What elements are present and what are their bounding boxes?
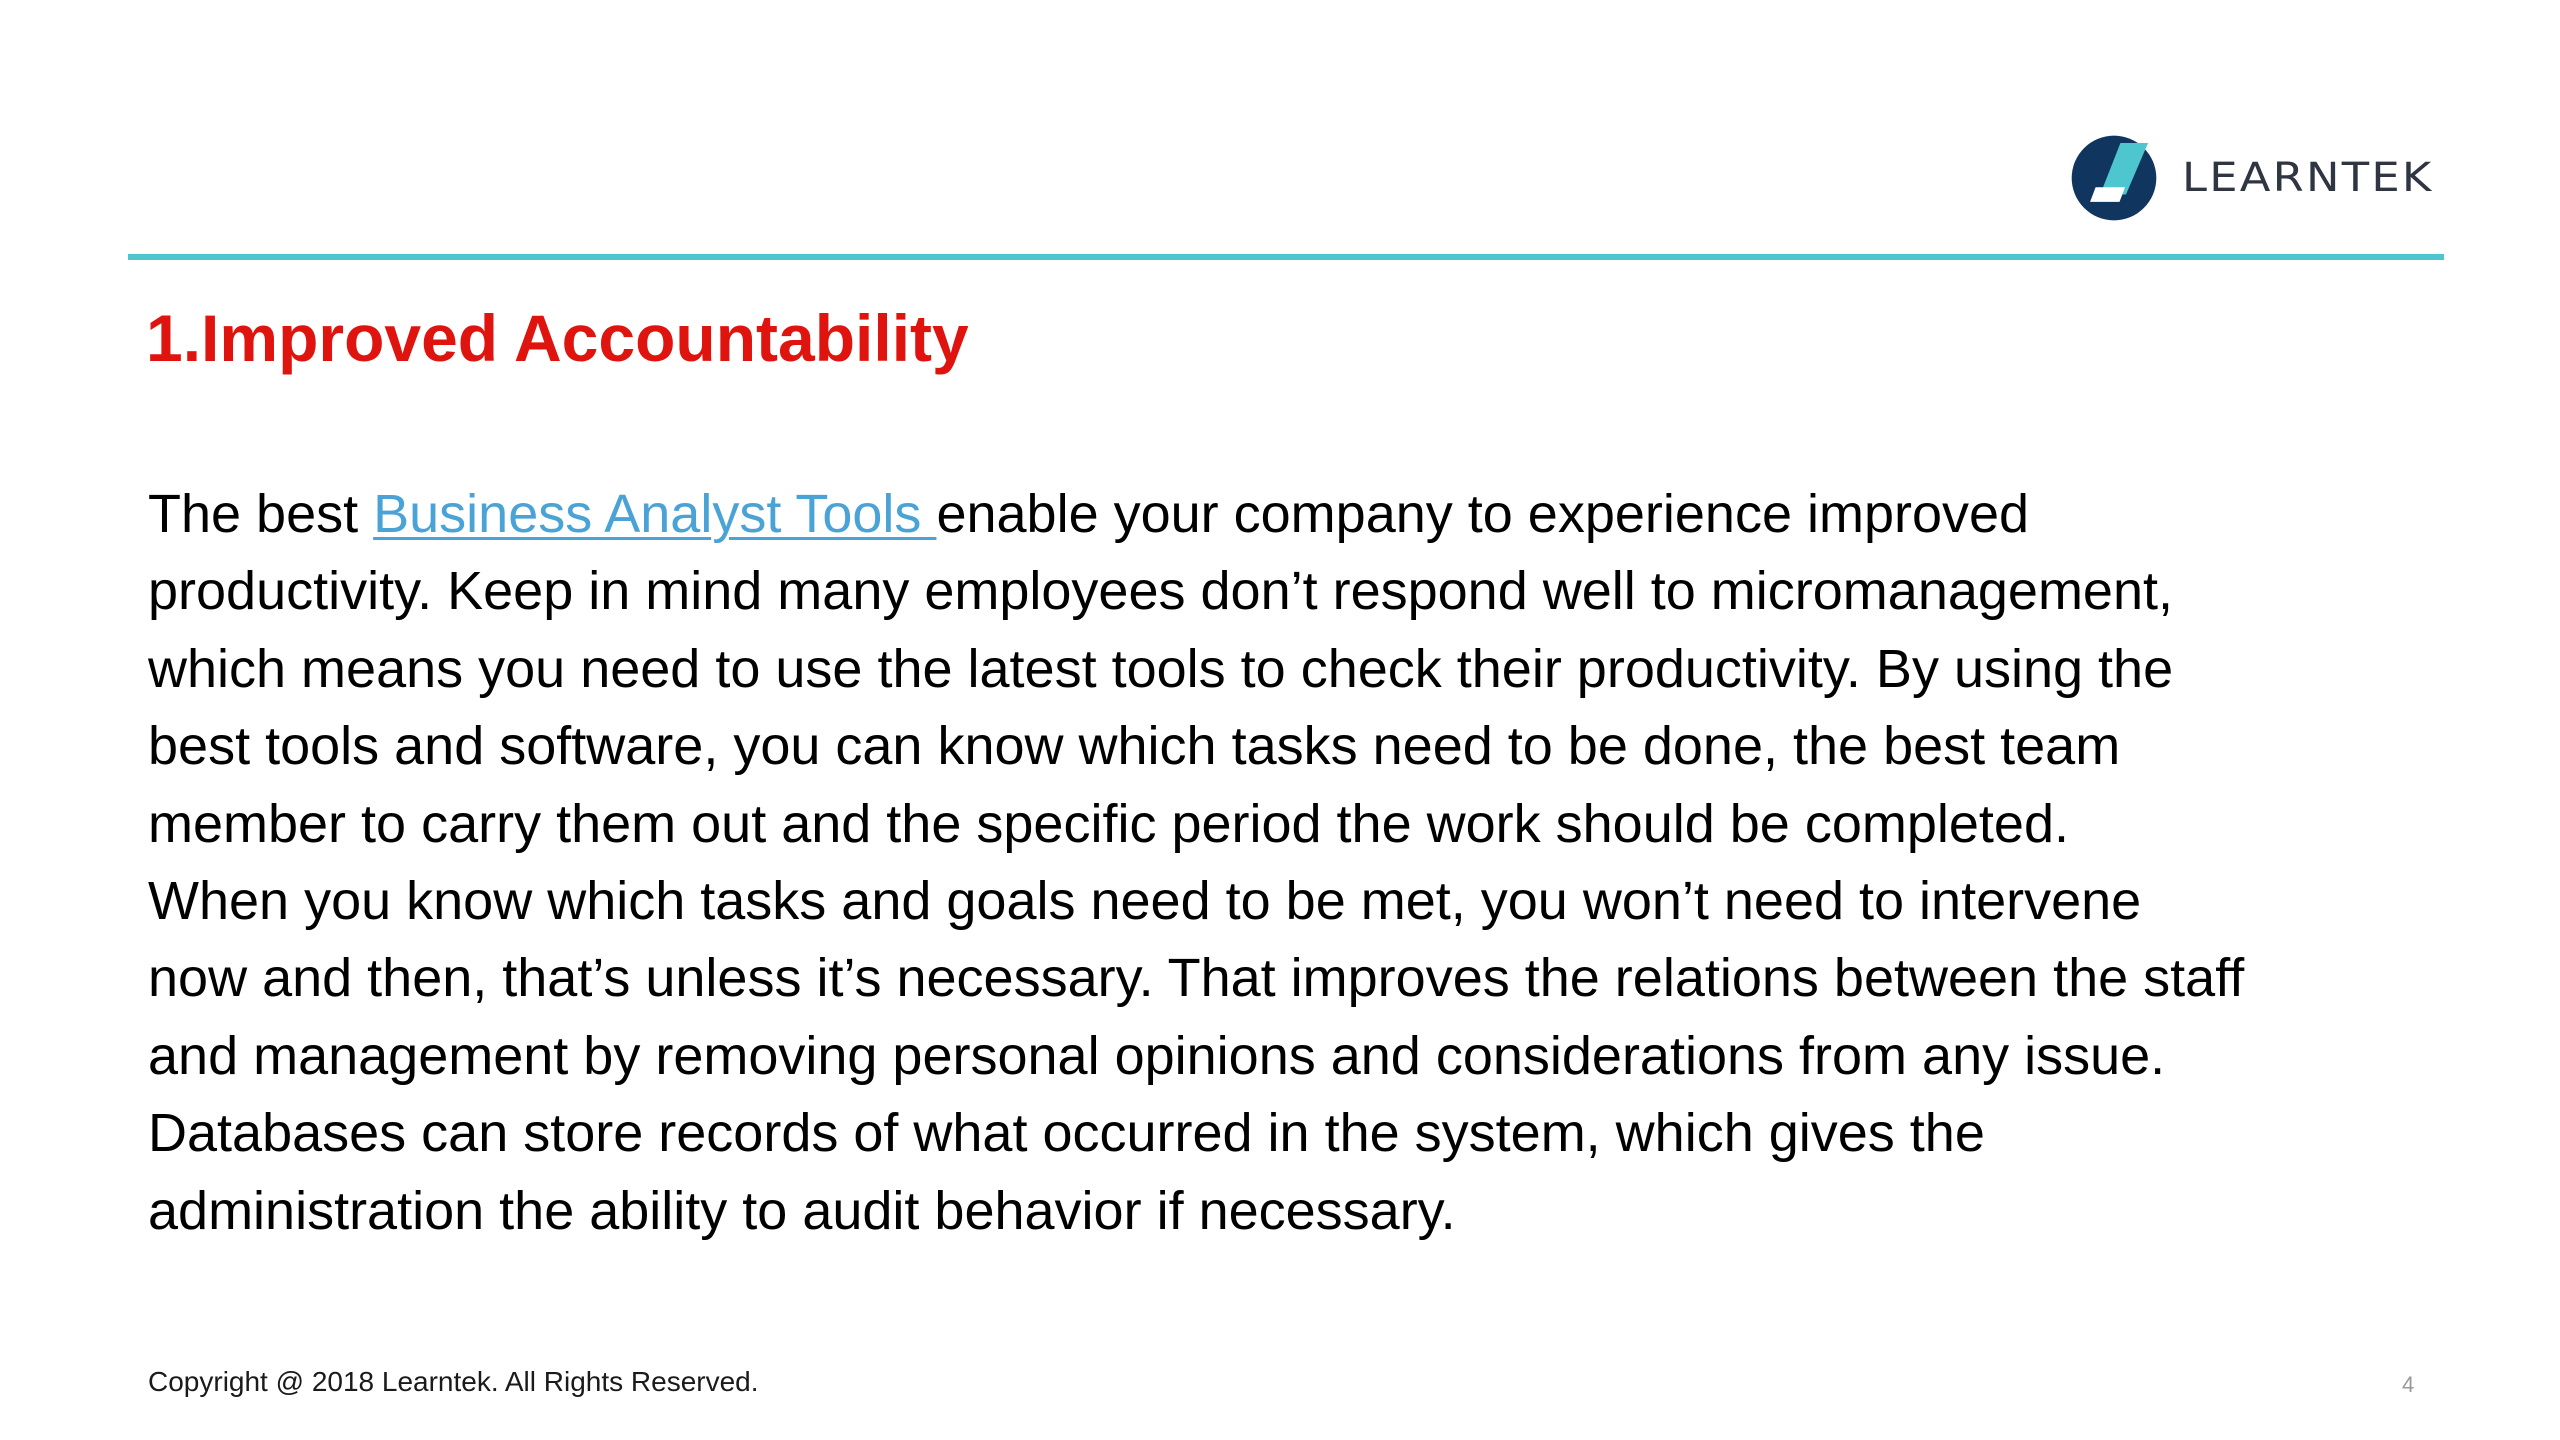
body-line-1 [148,476,2458,553]
business-analyst-tools-link[interactable]: Business Analyst Tools [373,484,937,544]
body-line-2: productivity. Keep in mind many employees don’t respond well to micromanagement, [148,561,2173,622]
body-line-8: and management by removing personal opinions and considerations from any issue. [148,1025,2166,1086]
brand-logo [2068,130,2434,226]
body-line-4: best tools and software, you can know which tasks need to be done, the best team [148,716,2121,777]
body-line-10: administration the ability to audit behavior if necessary. [148,1180,1456,1241]
body-line-9: Databases can store records of what occurred in the system, which gives the [148,1103,1985,1164]
body-line-3: which means you need to use the latest tools to check their productivity. By using the [148,638,2174,699]
learntek-logo-icon [2068,132,2160,224]
page-number: 4 [2402,1372,2415,1397]
slide-title: 1.Improved Accountability [146,301,969,375]
body-intro: The best [148,484,374,544]
copyright-footer: Copyright @ 2018 Learntek. All Rights Reserved. [148,1366,759,1397]
body-paragraph [148,476,2458,1250]
header-divider [128,254,2444,260]
body-line-5: member to carry them out and the specific period the work should be completed. [148,793,2069,854]
body-line-7: now and then, that’s unless it’s necessary. That improves the relations between the staff [148,948,2245,1009]
brand-name: LEARNTEK [2182,155,2434,201]
body-line-6: When you know which tasks and goals need to be met, you won’t need to intervene [148,871,2142,932]
body-line-1-rest: enable your company to experience improved [936,484,2030,544]
